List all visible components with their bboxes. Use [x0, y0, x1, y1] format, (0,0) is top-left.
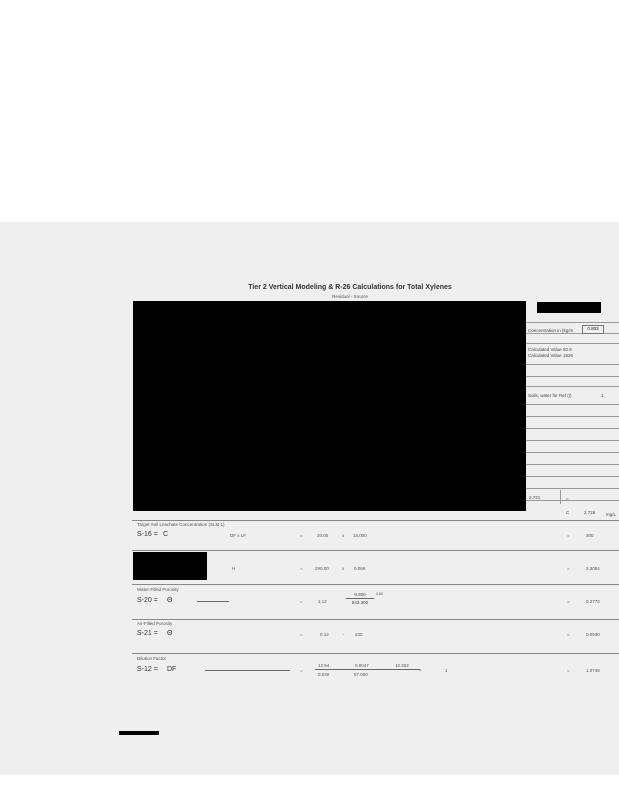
section-s20-header: Water-Filled Porosity: [137, 587, 179, 592]
section-s21-v2: 230: [355, 632, 363, 637]
section-s16-v2: 15.000: [353, 533, 367, 538]
section-h-formula: H: [232, 566, 236, 571]
section-s20-v1: 1.12: [318, 599, 327, 604]
section-s16-header: Target Soil Leachate Concentration (SLM 1): [137, 522, 225, 527]
section-s12-den-1: 0.030: [318, 672, 330, 677]
section-s21-formula: Θ: [167, 630, 173, 637]
concentration-label: Concentration in (kg/m: [528, 328, 574, 333]
section-s21-result: 0.0930: [586, 632, 600, 637]
section-s20-frac-bottom: 843.300: [351, 600, 369, 605]
section-s20-frac-top: 0.300: [354, 592, 366, 597]
section-s12-id: S-12 =: [137, 666, 158, 673]
cwi-value: 2.726: [584, 510, 596, 515]
section-s20-exp: 0.85: [376, 592, 383, 596]
note-digit: 1: [601, 393, 604, 398]
section-s16-v1: 20.00: [317, 533, 329, 538]
section-s12-header: Dilution Factor: [137, 656, 167, 661]
section-s16-id: S-16 =: [137, 531, 158, 538]
bracket-value: 2.721: [529, 495, 541, 500]
section-s16-result: 300: [586, 533, 594, 538]
cwi-unit: mg/L: [606, 512, 617, 517]
section-s12-num-mid: 0.0047: [355, 663, 369, 668]
section-s16-formula: C: [163, 531, 169, 538]
section-s12-num-end: 10.322: [395, 663, 409, 668]
redaction-left: [133, 552, 207, 580]
concentration-value: 0.803: [587, 326, 599, 331]
section-s16-rule: [132, 520, 619, 521]
section-h-rule: [132, 550, 619, 551]
section-s20-fraction: [346, 592, 374, 605]
concentration-box: [582, 325, 604, 334]
document-subtitle: Residual - Source: [332, 294, 368, 299]
section-h-v1: 290.00: [315, 566, 329, 571]
section-s16-rhs: DF x LF: [230, 533, 247, 538]
section-h-v2: 0.066: [354, 566, 366, 571]
redaction-top-right: [537, 302, 601, 313]
section-s12-rule: [132, 653, 619, 654]
section-s12-den-2: 57.000: [354, 672, 368, 677]
calc-value-1: Calculated Value 50.9: [528, 347, 572, 352]
redaction-footer: [119, 731, 159, 735]
section-s12-num-top: 12.54: [318, 663, 330, 668]
section-s21-rule: [132, 619, 619, 620]
document-title: Tier 2 Vertical Modeling & R-26 Calculations for Total Xylenes: [248, 284, 452, 291]
redaction-main: [133, 301, 526, 511]
section-s12-result: 1.0748: [586, 668, 600, 673]
section-s12-formula: DF: [167, 666, 177, 673]
section-s20-formula: Θ: [167, 597, 173, 604]
section-s21-v1: 0.12: [320, 632, 329, 637]
section-s21-id: S-21 =: [137, 630, 158, 637]
section-s20-result: 0.2772: [586, 599, 600, 604]
section-s20-id: S-20 =: [137, 597, 158, 604]
section-s20-rule: [132, 584, 619, 585]
section-s21-header: Air-Filled Porosity: [137, 621, 173, 626]
calc-value-2: Calculated Value 1526: [528, 353, 573, 358]
section-h-result: 2.3084: [586, 566, 600, 571]
note-row: Soils, water for Ref (I): [528, 393, 572, 398]
cwi-label: C: [566, 510, 570, 515]
section-s12-one: 1: [445, 668, 448, 673]
